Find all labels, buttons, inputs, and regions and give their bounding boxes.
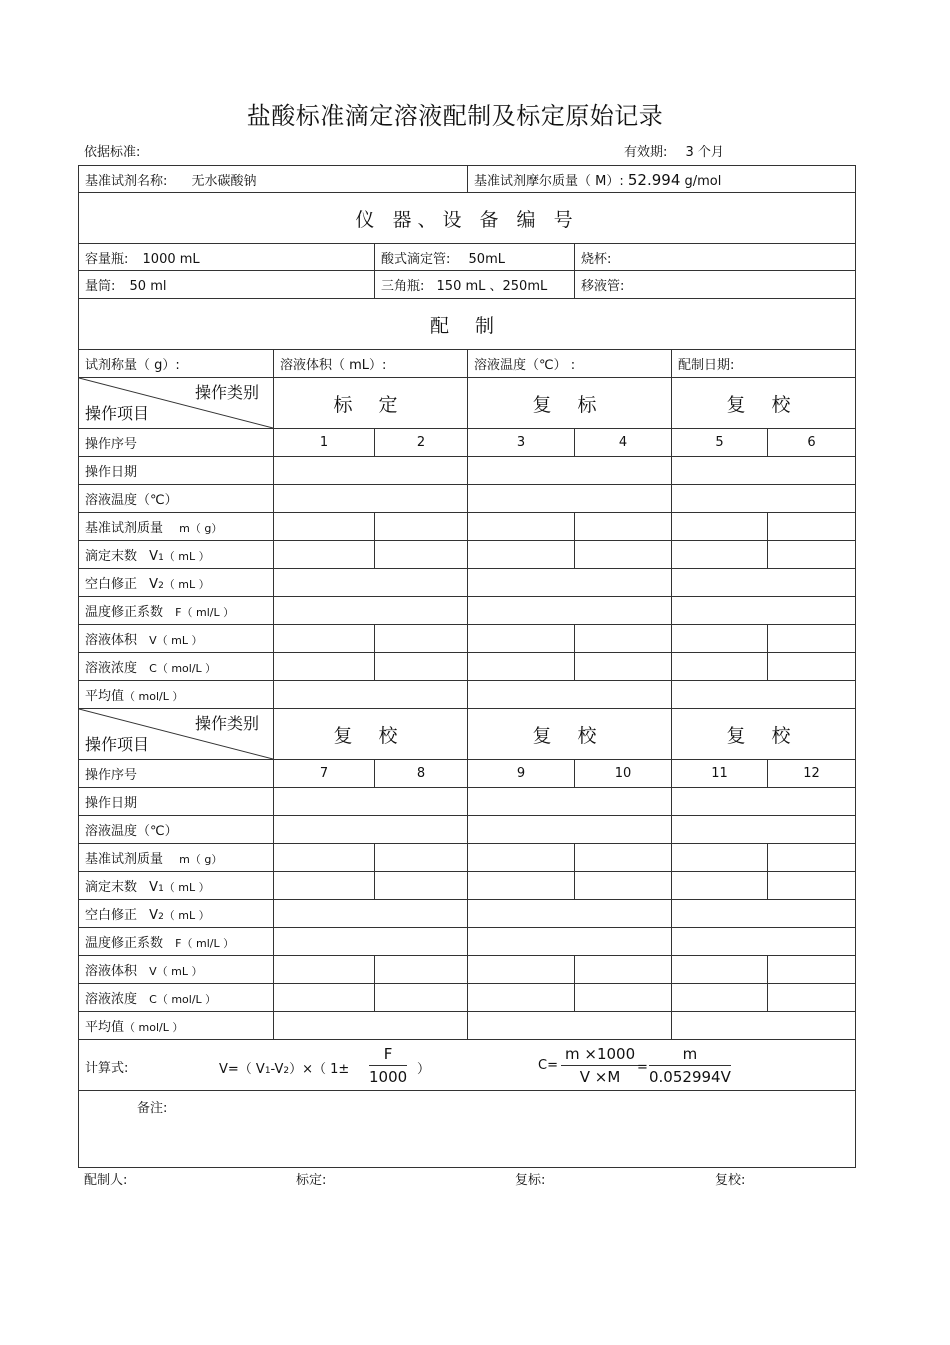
input-cell[interactable]: [274, 681, 468, 709]
input-cell[interactable]: [768, 513, 856, 541]
seq-number: 7: [274, 760, 375, 788]
blank-sub: 2: [158, 581, 164, 591]
input-cell[interactable]: [672, 984, 768, 1012]
group-header: 复 标: [468, 378, 672, 429]
input-cell[interactable]: [672, 956, 768, 984]
titration-label: 滴定末数: [85, 880, 138, 895]
blank-sub: 2: [158, 912, 164, 922]
average-unit: （ mol/L ）: [124, 1021, 184, 1034]
input-cell[interactable]: [274, 872, 375, 900]
input-cell[interactable]: [375, 872, 468, 900]
conical-label: 三角瓶:: [381, 279, 425, 294]
input-cell[interactable]: [672, 681, 856, 709]
blank-label: 空白修正: [85, 908, 138, 923]
input-cell[interactable]: [274, 984, 375, 1012]
input-cell[interactable]: [468, 653, 575, 681]
molar-mass-label: 基准试剂摩尔质量（ M）:: [474, 173, 624, 189]
page-title: 盐酸标准滴定溶液配制及标定原始记录: [246, 102, 664, 130]
footer-recheck: 复标:: [515, 1173, 546, 1188]
mass-label: 基准试剂质量: [85, 521, 164, 536]
equipment-heading: 仪 器、设 备 编 号: [79, 193, 856, 244]
blank-var: V: [149, 908, 159, 923]
average-label: 平均值: [85, 1020, 125, 1035]
molar-mass-value: 52.994: [627, 170, 681, 189]
input-cell[interactable]: [274, 1012, 468, 1040]
burette-value: 50mL: [468, 251, 505, 267]
prep-temp-label: 溶液温度（℃） :: [468, 350, 672, 378]
row-label-blank: [79, 569, 274, 597]
cylinder-cell: [79, 271, 375, 299]
blank-label: 空白修正: [85, 577, 138, 592]
reagent-name-label: 基准试剂名称:: [85, 173, 168, 189]
concentration-unit: C（ mol/L ）: [149, 662, 217, 675]
input-cell[interactable]: [274, 900, 468, 928]
factor-unit: F（ ml/L ）: [175, 606, 235, 619]
input-cell[interactable]: [468, 457, 672, 485]
titration-var: V: [149, 549, 159, 564]
group-header: 复 校: [672, 378, 856, 429]
row-label-factor: [79, 597, 274, 625]
input-cell[interactable]: [274, 597, 468, 625]
footer-review: 复校:: [715, 1173, 746, 1188]
seq-number: 11: [672, 760, 768, 788]
input-cell[interactable]: [575, 653, 672, 681]
input-cell[interactable]: [468, 569, 672, 597]
seq-number: 3: [468, 429, 575, 457]
titration-unit: （ mL ）: [163, 550, 210, 563]
f1-numerator: F: [369, 1045, 407, 1066]
mass-unit: m（ g）: [179, 853, 223, 866]
flask-value: 1000 mL: [142, 251, 200, 267]
input-cell[interactable]: [375, 984, 468, 1012]
cylinder-value: 50 ml: [129, 279, 167, 294]
group-header: 复 校: [274, 709, 468, 760]
input-cell[interactable]: [375, 653, 468, 681]
input-cell[interactable]: [575, 956, 672, 984]
seq-label: 操作序号: [79, 429, 274, 457]
input-cell[interactable]: [672, 900, 856, 928]
burette-cell: [375, 244, 575, 271]
f1-prefix: V=（ V: [219, 1062, 265, 1077]
seq-number: 9: [468, 760, 575, 788]
remarks-label: 备注:: [137, 1101, 168, 1116]
row-label-average: [79, 1012, 274, 1040]
titration-label: 滴定末数: [85, 549, 138, 564]
diagonal-header-2: [79, 709, 274, 760]
input-cell[interactable]: [672, 788, 856, 816]
input-cell[interactable]: [768, 872, 856, 900]
pipette-label: 移液管:: [575, 271, 856, 299]
beaker-label: 烧杯:: [575, 244, 856, 271]
input-cell[interactable]: [672, 928, 856, 956]
input-cell[interactable]: [274, 844, 375, 872]
input-cell[interactable]: [672, 457, 856, 485]
f2-denominator2: 0.052994V: [649, 1068, 731, 1086]
basis-label: 依据标准:: [84, 145, 141, 160]
input-cell[interactable]: [672, 844, 768, 872]
seq-label: 操作序号: [79, 760, 274, 788]
row-label-concentration: [79, 653, 274, 681]
titration-sub: 1: [158, 884, 164, 894]
input-cell[interactable]: [468, 513, 575, 541]
volume-label: 溶液体积: [85, 633, 138, 648]
seq-number: 10: [575, 760, 672, 788]
f2-prefix: C=: [538, 1058, 558, 1073]
titration-unit: （ mL ）: [163, 881, 210, 894]
prep-weight-label: 试剂称量（ g）:: [79, 350, 274, 378]
input-cell[interactable]: [468, 984, 575, 1012]
f1-mid: -V: [270, 1062, 284, 1077]
volume-unit: V（ mL ）: [149, 634, 203, 647]
remarks-cell[interactable]: [79, 1091, 856, 1168]
input-cell[interactable]: [672, 816, 856, 844]
seq-number: 6: [768, 429, 856, 457]
input-cell[interactable]: [468, 844, 575, 872]
reagent-name-value: 无水碳酸钠: [191, 173, 257, 189]
row-label-date: 操作日期: [79, 788, 274, 816]
reagent-name-cell: [79, 166, 468, 193]
op-type-label: 操作类别: [194, 383, 259, 402]
prep-heading: 配 制: [79, 299, 856, 350]
input-cell[interactable]: [468, 872, 575, 900]
formula-fraction-c1: [561, 1045, 639, 1086]
input-cell[interactable]: [672, 485, 856, 513]
input-cell[interactable]: [468, 541, 575, 569]
f1-close: ）: [417, 1062, 431, 1077]
row-label-temp: 溶液温度（℃）: [79, 816, 274, 844]
formula-cell: [79, 1040, 856, 1091]
seq-number: 2: [375, 429, 468, 457]
f2-numerator2: m: [649, 1045, 731, 1066]
row-label-mass: [79, 844, 274, 872]
input-cell[interactable]: [468, 816, 672, 844]
input-cell[interactable]: [672, 653, 768, 681]
seq-number: 8: [375, 760, 468, 788]
validity-field: [624, 141, 724, 160]
input-cell[interactable]: [575, 625, 672, 653]
input-cell[interactable]: [575, 872, 672, 900]
validity-label: 有效期:: [624, 145, 668, 160]
average-unit: （ mol/L ）: [124, 690, 184, 703]
row-label-titration: [79, 872, 274, 900]
f2-numerator1: m ×1000: [561, 1045, 639, 1066]
input-cell[interactable]: [375, 956, 468, 984]
input-cell[interactable]: [468, 485, 672, 513]
input-cell[interactable]: [575, 984, 672, 1012]
f1-rest: ）×（ 1±: [289, 1062, 350, 1077]
input-cell[interactable]: [468, 900, 672, 928]
input-cell[interactable]: [274, 928, 468, 956]
input-cell[interactable]: [468, 1012, 672, 1040]
concentration-label: 溶液浓度: [85, 661, 138, 676]
input-cell[interactable]: [672, 1012, 856, 1040]
prep-volume-label: 溶液体积（ mL）:: [274, 350, 468, 378]
input-cell[interactable]: [468, 928, 672, 956]
blank-unit: （ mL ）: [163, 909, 210, 922]
diagonal-header-1: [79, 378, 274, 429]
formula-fraction-c2: [649, 1045, 731, 1086]
input-cell[interactable]: [672, 597, 856, 625]
concentration-unit: C（ mol/L ）: [149, 993, 217, 1006]
titration-var: V: [149, 880, 159, 895]
volume-label: 溶液体积: [85, 964, 138, 979]
formula-label: 计算式:: [85, 1061, 129, 1076]
row-label-date: 操作日期: [79, 457, 274, 485]
footer-calibrate: 标定:: [296, 1173, 327, 1188]
input-cell[interactable]: [274, 625, 375, 653]
input-cell[interactable]: [672, 625, 768, 653]
seq-number: 1: [274, 429, 375, 457]
titration-sub: 1: [158, 553, 164, 563]
group-header: 复 校: [672, 709, 856, 760]
input-cell[interactable]: [672, 513, 768, 541]
molar-mass-cell: [468, 166, 856, 193]
row-label-titration: [79, 541, 274, 569]
burette-label: 酸式滴定管:: [381, 251, 451, 267]
conical-cell: [375, 271, 575, 299]
mass-label: 基准试剂质量: [85, 852, 164, 867]
flask-label: 容量瓶:: [85, 251, 129, 267]
input-cell[interactable]: [375, 513, 468, 541]
input-cell[interactable]: [468, 681, 672, 709]
input-cell[interactable]: [468, 625, 575, 653]
input-cell[interactable]: [672, 541, 768, 569]
input-cell[interactable]: [768, 541, 856, 569]
input-cell[interactable]: [575, 513, 672, 541]
average-label: 平均值: [85, 689, 125, 704]
prep-date-label: 配制日期:: [672, 350, 856, 378]
row-label-volume: [79, 625, 274, 653]
record-table: [78, 165, 856, 1168]
footer-prepared: 配制人:: [84, 1173, 128, 1188]
input-cell[interactable]: [274, 513, 375, 541]
input-cell[interactable]: [274, 788, 468, 816]
input-cell[interactable]: [768, 984, 856, 1012]
row-label-average: [79, 681, 274, 709]
seq-number: 4: [575, 429, 672, 457]
input-cell[interactable]: [768, 956, 856, 984]
group-header: 标 定: [274, 378, 468, 429]
factor-unit: F（ ml/L ）: [175, 937, 235, 950]
f1-sub2: 2: [283, 1066, 290, 1076]
seq-number: 5: [672, 429, 768, 457]
molar-mass-unit: g/mol: [684, 173, 722, 189]
input-cell[interactable]: [468, 956, 575, 984]
seq-number: 12: [768, 760, 856, 788]
input-cell[interactable]: [375, 541, 468, 569]
f1-denominator: 1000: [369, 1068, 408, 1086]
mass-unit: m（ g）: [179, 522, 223, 535]
input-cell[interactable]: [768, 844, 856, 872]
factor-label: 温度修正系数: [85, 605, 164, 620]
formula-fraction-f: [369, 1045, 407, 1086]
op-item-label: 操作项目: [85, 735, 150, 754]
factor-label: 温度修正系数: [85, 936, 164, 951]
blank-var: V: [149, 577, 159, 592]
input-cell[interactable]: [672, 569, 856, 597]
input-cell[interactable]: [768, 653, 856, 681]
row-label-factor: [79, 928, 274, 956]
input-cell[interactable]: [375, 625, 468, 653]
blank-unit: （ mL ）: [163, 578, 210, 591]
f2-denominator1: V ×M: [579, 1068, 621, 1086]
cylinder-label: 量筒:: [85, 279, 116, 294]
input-cell[interactable]: [274, 653, 375, 681]
input-cell[interactable]: [274, 485, 468, 513]
row-label-temp: 溶液温度（℃）: [79, 485, 274, 513]
f1-sub1: 1: [264, 1066, 271, 1076]
row-label-volume: [79, 956, 274, 984]
input-cell[interactable]: [274, 956, 375, 984]
concentration-label: 溶液浓度: [85, 992, 138, 1007]
input-cell[interactable]: [575, 844, 672, 872]
f2-eq: =: [637, 1060, 648, 1075]
input-cell[interactable]: [468, 597, 672, 625]
op-type-label: 操作类别: [194, 714, 259, 733]
input-cell[interactable]: [274, 457, 468, 485]
input-cell[interactable]: [274, 569, 468, 597]
flask-cell: [79, 244, 375, 271]
input-cell[interactable]: [375, 844, 468, 872]
group-header: 复 校: [468, 709, 672, 760]
input-cell[interactable]: [768, 625, 856, 653]
input-cell[interactable]: [274, 816, 468, 844]
op-item-label: 操作项目: [85, 404, 150, 423]
input-cell[interactable]: [468, 788, 672, 816]
formula-volume-lhs: [219, 1058, 349, 1077]
row-label-blank: [79, 900, 274, 928]
input-cell[interactable]: [274, 541, 375, 569]
volume-unit: V（ mL ）: [149, 965, 203, 978]
row-label-mass: [79, 513, 274, 541]
input-cell[interactable]: [575, 541, 672, 569]
conical-value: 150 mL 、250mL: [436, 279, 548, 294]
row-label-concentration: [79, 984, 274, 1012]
validity-value: 3 个月: [685, 145, 724, 160]
input-cell[interactable]: [672, 872, 768, 900]
